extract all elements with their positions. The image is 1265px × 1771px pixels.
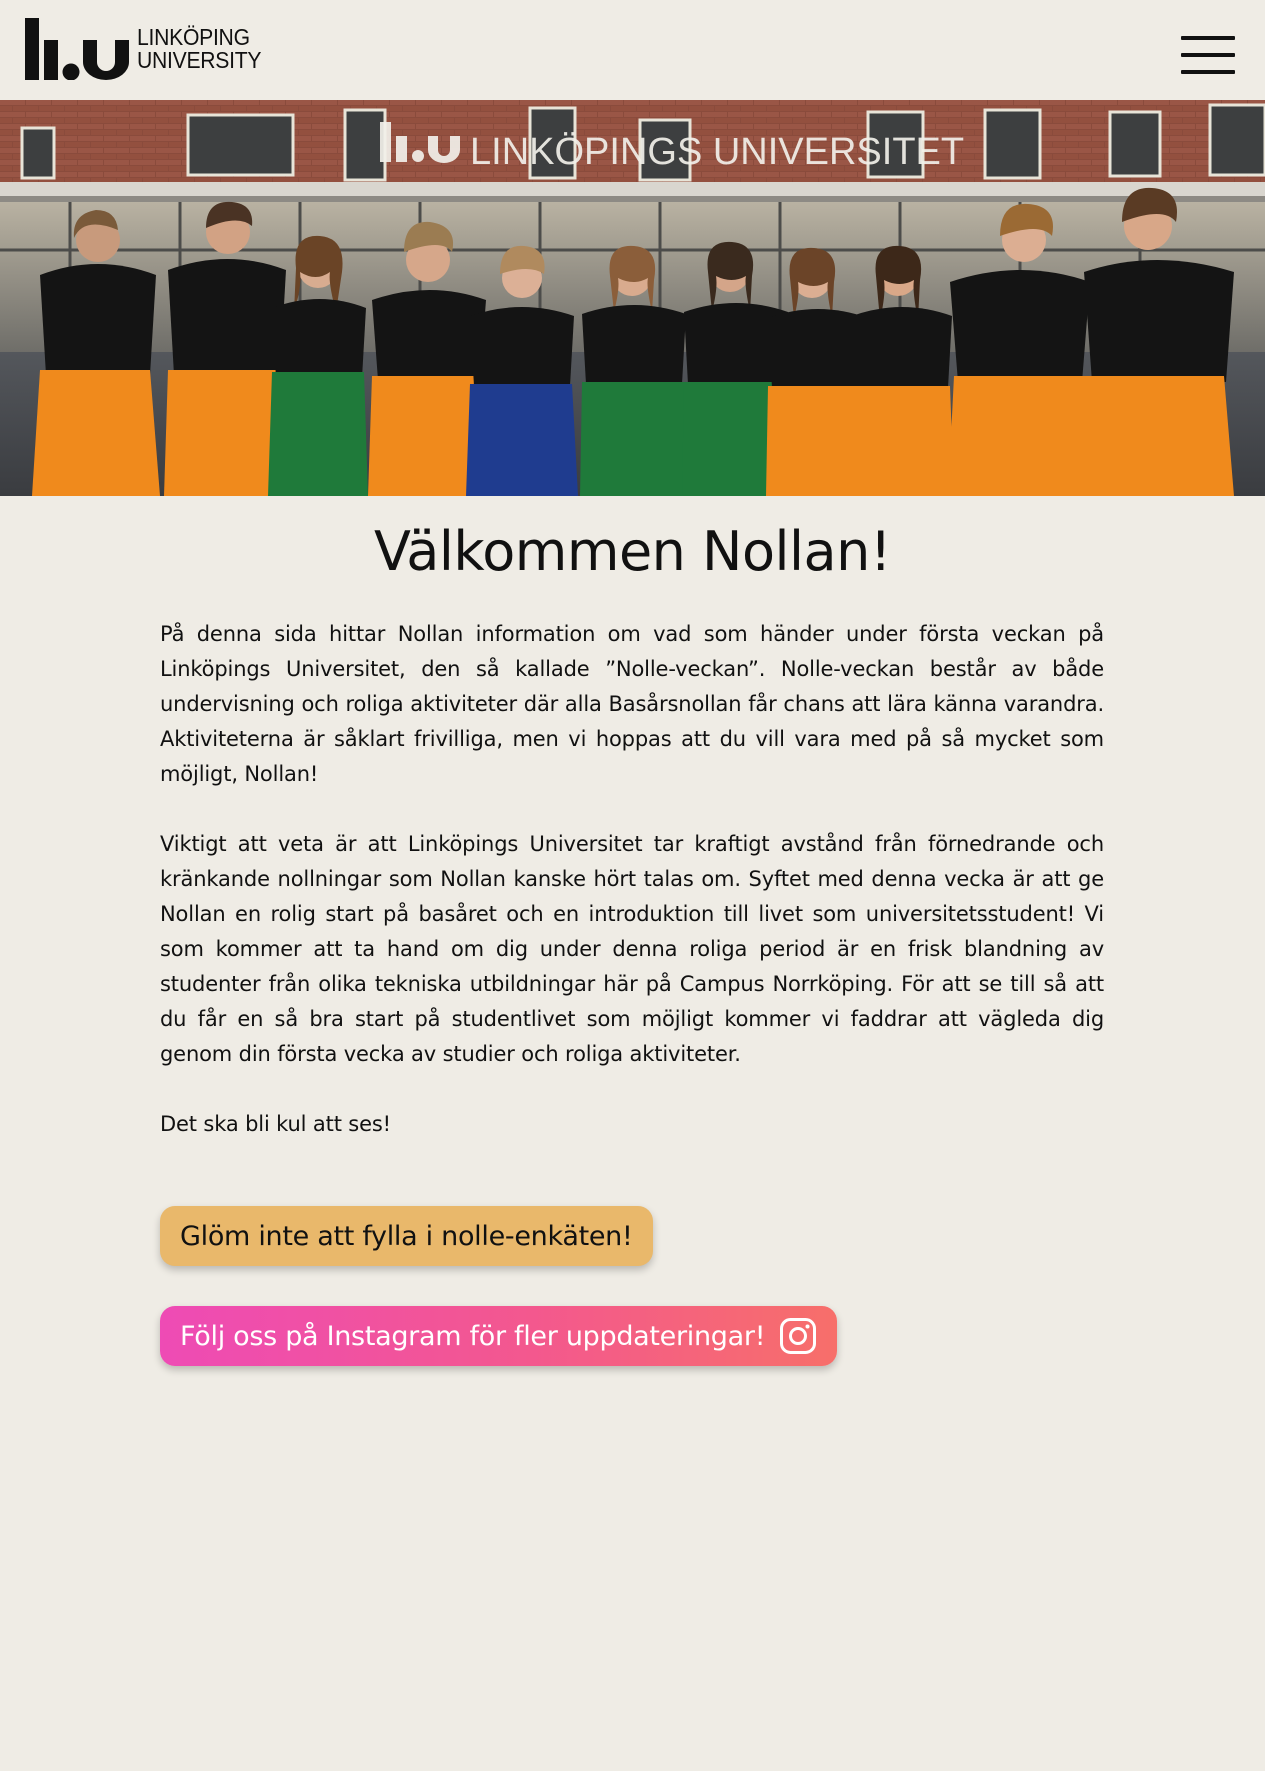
menu-bar-bottom (1181, 70, 1235, 74)
intro-paragraph-1: På denna sida hittar Nollan information om vad som händer under första veckan på Linköpings Universitet, den så kallade ”Nolle-veckan”. Nolle-veckan består av både undervisning och roliga aktiviteter där alla Basårsnollan får chans att lära känna varandra. Aktiviteterna är såklart frivilliga, men vi hoppas att du vill vara med på så mycket som möjligt, Nollan! (160, 622, 1104, 786)
site-header (0, 0, 1265, 100)
hamburger-menu-icon[interactable] (1181, 36, 1235, 74)
survey-button[interactable]: Glöm inte att fylla i nolle-enkäten! (160, 1206, 653, 1266)
liu-logo-text (137, 26, 272, 72)
instagram-button[interactable] (160, 1306, 837, 1366)
page-title: Välkommen Nollan! (374, 520, 891, 583)
instagram-button-label: Följ oss på Instagram för fler uppdateringar! (180, 1320, 766, 1352)
intro-text (160, 617, 1104, 1177)
liu-logo[interactable] (25, 18, 272, 80)
logo-line-2: UNIVERSITY (137, 47, 262, 73)
logo-line-1: LINKÖPING (137, 24, 250, 50)
menu-bar-middle (1181, 53, 1235, 57)
hero-photo (0, 100, 1265, 496)
menu-bar-top (1181, 36, 1235, 40)
hero-photo-illustration (0, 100, 1265, 496)
instagram-icon (779, 1317, 817, 1355)
liu-logo-mark-icon (25, 18, 129, 80)
intro-paragraph-3: Det ska bli kul att ses! (160, 1112, 391, 1136)
hero-sign-text: LINKÖPINGS UNIVERSITET (470, 131, 965, 173)
intro-paragraph-2: Viktigt att veta är att Linköpings Universitet tar kraftigt avstånd från förnedrande och kränkande nollningar som Nollan kanske hört talas om. Syftet med denna vecka är att ge Nollan en rolig start på basåret och en introduktion till livet som universitetsstudent! Vi som kommer att ta hand om dig under denna roliga period är en frisk blandning av studenter från olika tekniska utbildningar här på Campus Norrköping. För att se till så att du får en så bra start på studentlivet som möjligt kommer vi faddrar att vägleda dig genom din första vecka av studier och roliga aktiviteter. (160, 832, 1104, 1066)
